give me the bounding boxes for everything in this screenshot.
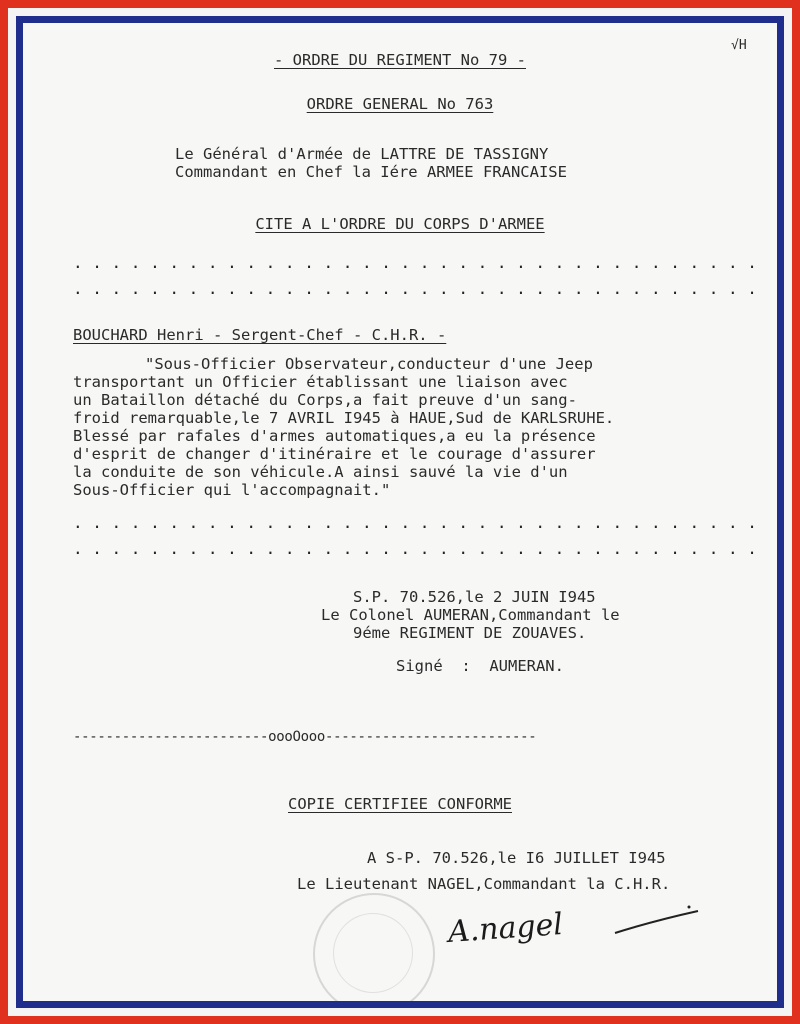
signature-flourish [613, 903, 703, 943]
ordre-regiment-heading: - ORDRE DU REGIMENT No 79 - [274, 51, 526, 69]
handwritten-signature: A.nagel [446, 907, 565, 950]
faded-stamp-inner [333, 913, 413, 993]
colonel-line-1: Le Colonel AUMERAN,Commandant le [321, 606, 620, 624]
citation-line: Sous-Officier qui l'accompagnait." [73, 481, 391, 499]
dotted-line-2: . . . . . . . . . . . . . . . . . . . . . . . . . . . . . . . . . . . . [73, 279, 757, 298]
citation-line: d'esprit de changer d'itinéraire et le courage d'assurer [73, 445, 596, 463]
ordre-general-heading: ORDRE GENERAL No 763 [306, 95, 494, 113]
lieutenant-line: Le Lieutenant NAGEL,Commandant la C.H.R. [297, 875, 671, 893]
colonel-line-2: 9éme REGIMENT DE ZOUAVES. [353, 624, 587, 642]
citation-title: CITE A L'ORDRE DU CORPS D'ARMEE [255, 215, 545, 233]
dotted-line-3: . . . . . . . . . . . . . . . . . . . . . . . . . . . . . . . . . . . . [73, 513, 757, 532]
certification-place-date: A S-P. 70.526,le I6 JUILLET I945 [367, 849, 666, 867]
citation-line: "Sous-Officier Observateur,conducteur d'une Jeep [145, 355, 593, 373]
corner-mark: √H [731, 38, 747, 53]
certified-heading: COPIE CERTIFIEE CONFORME [288, 795, 512, 813]
document-page [23, 23, 777, 1001]
dotted-line-4: . . . . . . . . . . . . . . . . . . . . . . . . . . . . . . . . . . . . [73, 539, 757, 558]
recipient-line: BOUCHARD Henri - Sergent-Chef - C.H.R. - [73, 326, 447, 344]
citation-line: la conduite de son véhicule.A ainsi sauvé la vie d'un [73, 463, 568, 481]
issuer-line-2: Commandant en Chef la Iére ARMEE FRANCAISE [175, 163, 567, 181]
separator-line: ------------------------oooOooo-------------------------- [73, 729, 537, 745]
issuer-line-1: Le Général d'Armée de LATTRE DE TASSIGNY [175, 145, 549, 163]
place-date: S.P. 70.526,le 2 JUIN I945 [353, 588, 596, 606]
citation-line: froid remarquable,le 7 AVRIL I945 à HAUE,Sud de KARLSRUHE. [73, 409, 615, 427]
citation-line: transportant un Officier établissant une liaison avec [73, 373, 568, 391]
dotted-line-1: . . . . . . . . . . . . . . . . . . . . . . . . . . . . . . . . . . . . [73, 253, 757, 272]
signed-line: Signé : AUMERAN. [396, 657, 564, 675]
citation-line: Blessé par rafales d'armes automatiques,a eu la présence [73, 427, 596, 445]
citation-line: un Bataillon détaché du Corps,a fait preuve d'un sang- [73, 391, 577, 409]
